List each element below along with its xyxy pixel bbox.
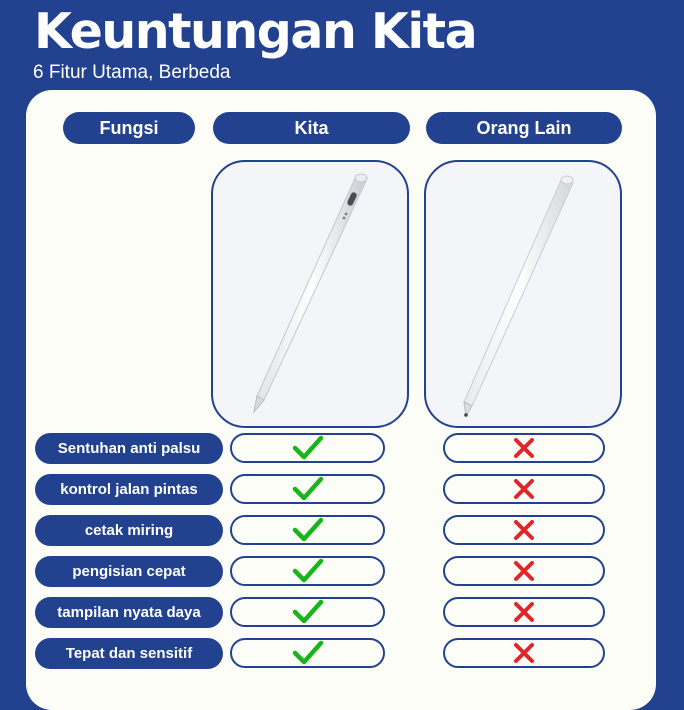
feature-label: Sentuhan anti palsu xyxy=(35,433,223,464)
orang-lain-stylus-image xyxy=(424,160,622,428)
check-icon xyxy=(291,558,325,584)
feature-label: kontrol jalan pintas xyxy=(35,474,223,505)
orang-lain-cell xyxy=(443,515,605,545)
kita-stylus-illustration xyxy=(213,162,409,428)
feature-label: pengisian cepat xyxy=(35,556,223,587)
kita-cell xyxy=(230,556,385,586)
header-kita: Kita xyxy=(213,112,410,144)
cross-icon xyxy=(513,642,535,664)
kita-stylus-image xyxy=(211,160,409,428)
check-icon xyxy=(291,435,325,461)
kita-cell xyxy=(230,433,385,463)
orang-lain-cell xyxy=(443,638,605,668)
kita-cell xyxy=(230,597,385,627)
feature-label: tampilan nyata daya xyxy=(35,597,223,628)
page-title: Keuntungan Kita xyxy=(34,3,477,60)
check-icon xyxy=(291,517,325,543)
feature-label: cetak miring xyxy=(35,515,223,546)
cross-icon xyxy=(513,478,535,500)
cross-icon xyxy=(513,437,535,459)
header-orang-lain: Orang Lain xyxy=(426,112,622,144)
cross-icon xyxy=(513,519,535,541)
feature-label: Tepat dan sensitif xyxy=(35,638,223,669)
orang-lain-cell xyxy=(443,474,605,504)
cross-icon xyxy=(513,560,535,582)
check-icon xyxy=(291,476,325,502)
orang-lain-cell xyxy=(443,556,605,586)
header-fungsi: Fungsi xyxy=(63,112,195,144)
kita-cell xyxy=(230,638,385,668)
kita-cell xyxy=(230,474,385,504)
page-subtitle: 6 Fitur Utama, Berbeda xyxy=(33,62,231,83)
check-icon xyxy=(291,640,325,666)
check-icon xyxy=(291,599,325,625)
orang-lain-cell xyxy=(443,433,605,463)
orang-lain-stylus-illustration xyxy=(426,162,622,428)
kita-cell xyxy=(230,515,385,545)
orang-lain-cell xyxy=(443,597,605,627)
cross-icon xyxy=(513,601,535,623)
